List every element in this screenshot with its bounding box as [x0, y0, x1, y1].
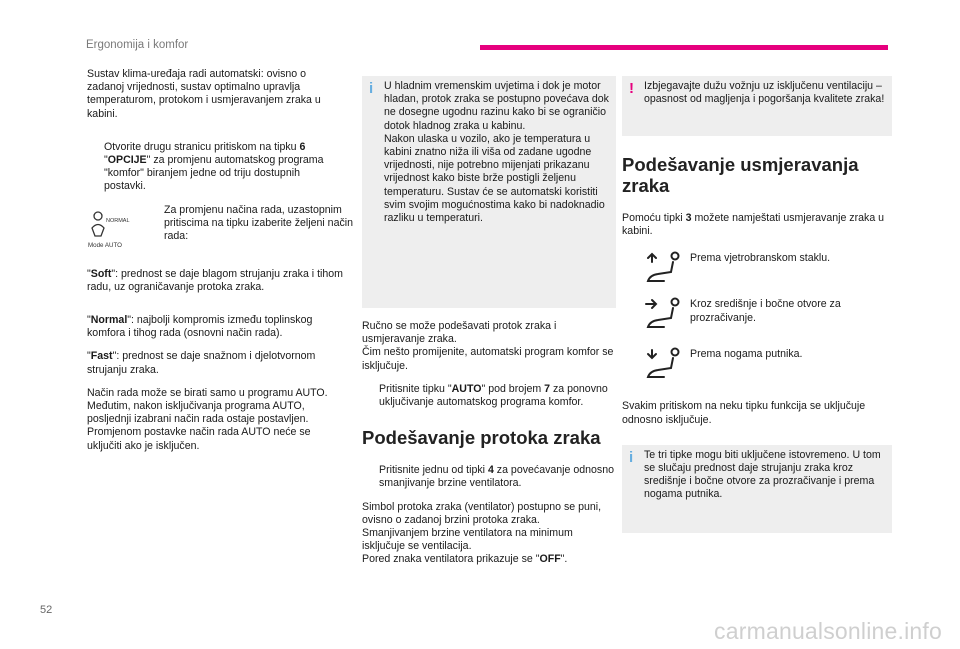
- watermark: carmanualsonline.info: [714, 618, 942, 644]
- simultaneous-info-box: i Te tri tipke mogu biti uključene istovremeno. U tom se slučaju prednost daje strujanju zraka kroz središnje i bočne otvore za prozračivanje i prema nogama putnika.: [622, 445, 892, 533]
- normal-mode-description: "Normal": najbolji kompromis između toplinskog komfora i tihog rada (osnovni način rada).: [87, 314, 313, 340]
- air-distribution-heading: Podešavanje usmjeravanja zraka: [622, 154, 859, 196]
- fast-mode-description: "Fast": prednost se daje snažnom i djelotvornom strujanju zraka.: [87, 350, 316, 376]
- section-accent-bar: [480, 45, 888, 50]
- air-distribution-intro: Pomoću tipki 3 možete namještati usmjeravanje zraka u kabini.: [622, 212, 885, 238]
- fan-speed-bullet: Pritisnite jednu od tipki 4 za povećavanje odnosno smanjivanje brzine ventilatora.: [379, 464, 615, 490]
- mode-note: Način rada može se birati samo u programu AUTO. Međutim, nakon isključivanja programa AUTO, posljednji izabrani način rada ostaje postavljen. Promjenom postavke način rada AUTO neće se uključiti ako je isključen.: [87, 386, 328, 452]
- auto-reactivate-bullet: Pritisnite tipku "AUTO" pod brojem 7 za ponovno uključivanje automatskog programa komfor.: [379, 382, 608, 409]
- column-3: [622, 76, 892, 533]
- intro-paragraph: Sustav klima-uređaja radi automatski: ovisno o zadanoj vrijednosti, sustav optimalno upravlja temperaturom, protokom i usmjeravanjem zraka u kabini.: [87, 68, 321, 120]
- svg-text:Mode AUTO: Mode AUTO: [88, 241, 122, 249]
- page-number: 52: [40, 604, 53, 616]
- center-vents-airflow-icon: [642, 296, 686, 330]
- windscreen-airflow-icon: [642, 250, 686, 284]
- info-icon: i: [629, 448, 634, 466]
- mode-change-bullet: Za promjenu načina rada, uzastopnim pritiscima na tipku izaberite željeni način rada:: [164, 203, 354, 243]
- svg-text:NORMAL: NORMAL: [106, 217, 130, 224]
- mode-auto-icon: [87, 206, 139, 252]
- section-title: Ergonomija i komfor: [86, 39, 189, 51]
- column-2: [362, 76, 616, 577]
- manual-adjust-paragraph: Ručno se može podešavati protok zraka i usmjeravanje zraka. Čim nešto promijenite, automatski program komfor se isključuje.: [362, 320, 614, 372]
- toggle-note: Svakim pritiskom na neku tipku funkcija se uključuje odnosno isključuje.: [622, 400, 866, 426]
- air-item-center-vents: Kroz središnje i bočne otvore za prozračivanje.: [622, 294, 892, 340]
- cold-weather-info-box: i U hladnim vremenskim uvjetima i dok je motor hladan, protok zraka se postupno povećava dok ne dosegne ugodnu razinu kako bi se ograničio dotok hladnog zraka u kabinu. Nakon ulaska u vozilo, ako je temperatura u kabini znatno niža ili viša od zadane ugodne vrijednosti, nije potrebno mijenjati prikazanu vrijednost kako biste brže postigli željenu temperaturu. Sustav će se automatski koristiti svim svojim mogućnostima kako bi nadoknadio razliku u temperaturi.: [362, 76, 616, 308]
- soft-mode-description: "Soft": prednost se daje blagom strujanju zraka i tihom radu, uz ograničavanje protoka zraka.: [87, 267, 344, 293]
- mode-selection-row: [87, 203, 354, 260]
- air-item-footwell: Prema nogama putnika.: [622, 344, 892, 386]
- options-bullet: Otvorite drugu stranicu pritiskom na tipku 6 "OPCIJE" za promjenu automatskog programa "komfor" biranjem jedne od triju dostupnih postavki.: [104, 140, 324, 193]
- ventilation-warning-box: ! Izbjegavajte dužu vožnju uz isključenu ventilaciju – opasnost od magljenja i pogoršanja kvalitete zraka!: [622, 76, 892, 136]
- fan-symbol-paragraph: Simbol protoka zraka (ventilator) postupno se puni, ovisno o zadanoj brzini protoka zraka. Smanjivanjem brzine ventilatora na minimum isključuje se ventilacija. Pored znaka ventilatora prikazuje se "OFF".: [362, 500, 602, 566]
- air-item-windscreen: Prema vjetrobranskom staklu.: [622, 248, 892, 290]
- warning-icon: !: [629, 80, 634, 97]
- info-icon: i: [369, 80, 374, 97]
- footwell-airflow-icon: [642, 346, 686, 380]
- column-1: [87, 68, 354, 463]
- airflow-heading: Podešavanje protoka zraka: [362, 427, 601, 449]
